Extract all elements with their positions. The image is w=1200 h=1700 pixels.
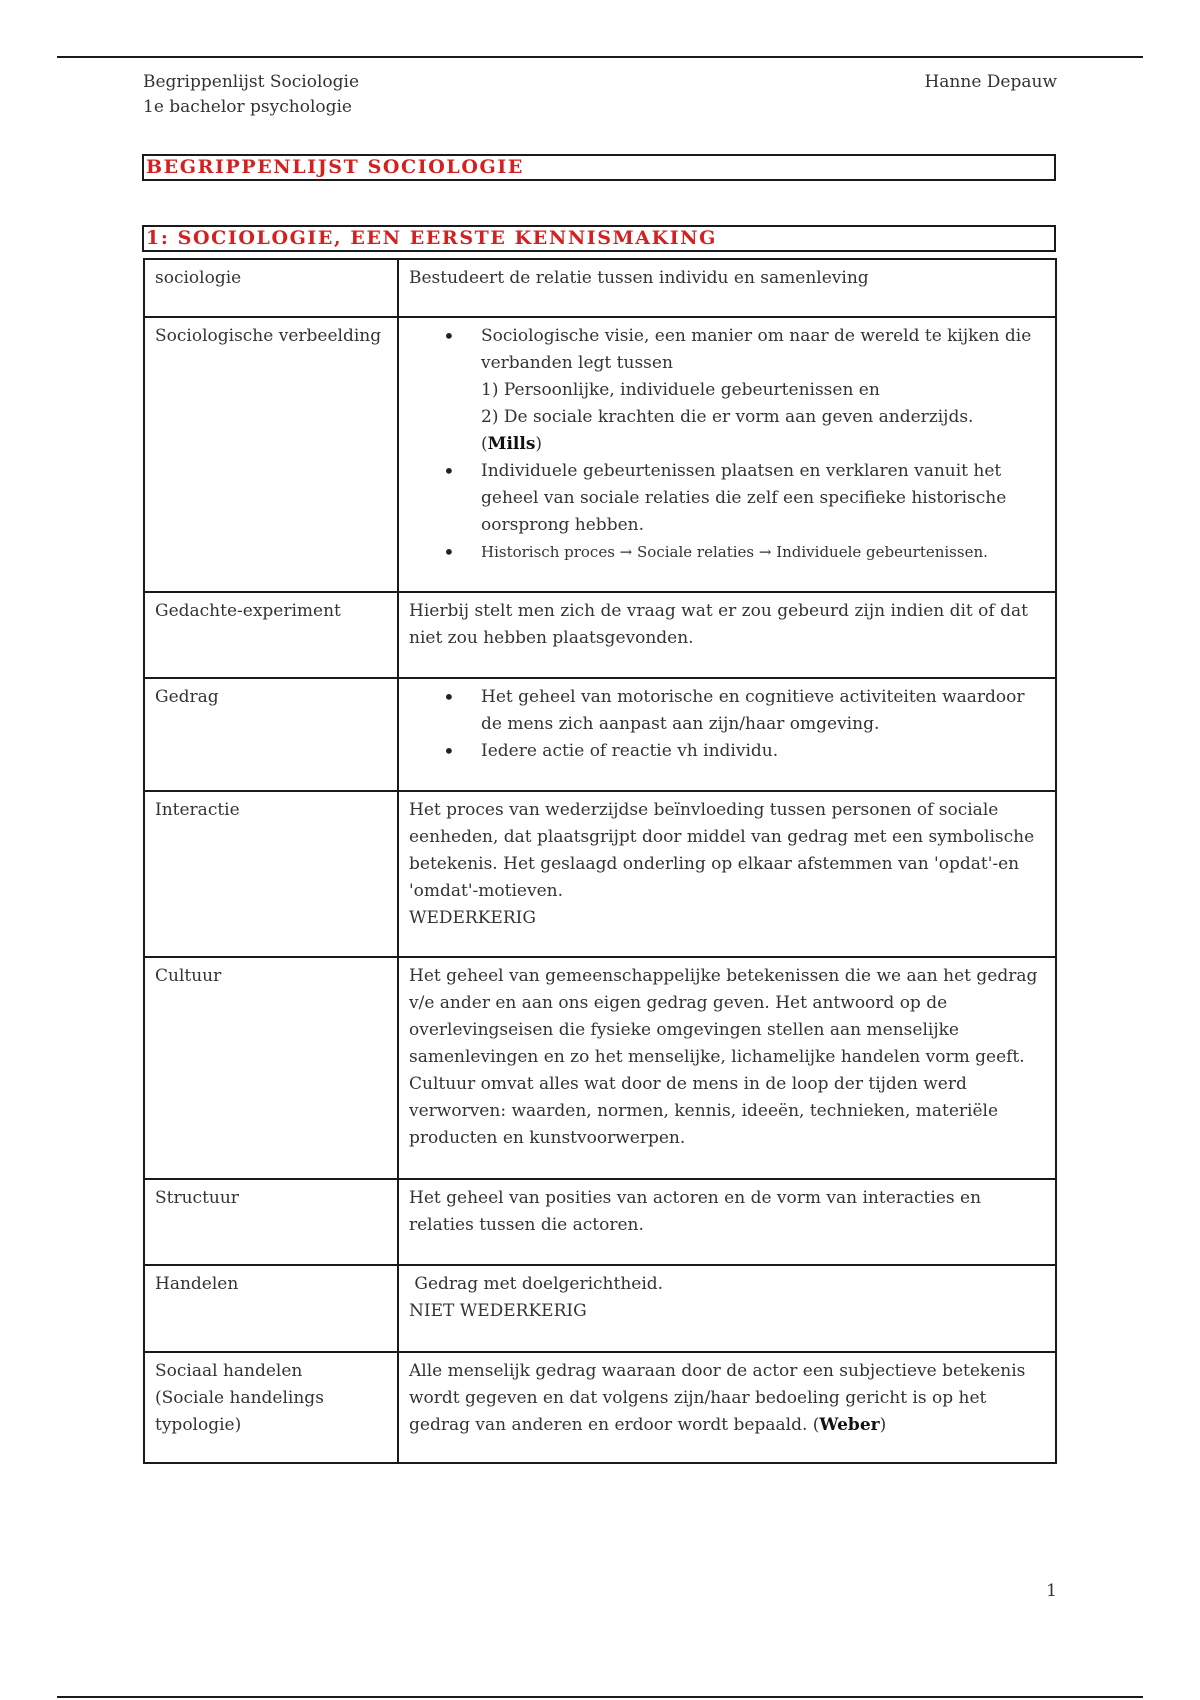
definition-cell: Hierbij stelt men zich de vraag wat er zou gebeurd zijn indien dit of dat niet zou hebben plaatsgevonden.: [398, 592, 1056, 678]
citation-author: Weber: [819, 1415, 880, 1435]
term-text: Sociaal handelen: [155, 1361, 303, 1381]
definition-cell: Bestudeert de relatie tussen individu en samenleving: [398, 259, 1056, 317]
term-cell: [144, 1352, 398, 1463]
term-cell: Handelen: [144, 1265, 398, 1352]
list-item-text: 2) De sociale krachten die er vorm aan geven anderzijds.: [481, 407, 974, 427]
term-cell: Structuur: [144, 1179, 398, 1265]
definition-text: Gedrag met doelgerichtheid.: [409, 1274, 664, 1294]
doc-title: Begrippenlijst Sociologie: [143, 72, 360, 92]
author-name: Hanne Depauw: [924, 72, 1057, 92]
list-item-text: 1) Persoonlijke, individuele gebeurtenissen en: [481, 380, 880, 400]
definition-cell: Het geheel van posities van actoren en de vorm van interacties en relaties tussen die actoren.: [398, 1179, 1056, 1265]
citation-author: Mills: [487, 434, 536, 454]
definition-cell: [398, 791, 1056, 957]
terms-table: [143, 258, 1057, 1464]
bullet-list: [409, 684, 1045, 765]
table-row: [144, 592, 1056, 678]
section-heading: 1: SOCIOLOGIE, EEN EERSTE KENNISMAKING: [142, 225, 1056, 252]
list-item: • Iedere actie of reactie vh individu.: [481, 738, 1045, 765]
list-item: [481, 323, 1045, 458]
course-label: 1e bachelor psychologie: [143, 97, 352, 117]
table-row: [144, 259, 1056, 317]
definition-note: NIET WEDERKERIG: [409, 1301, 587, 1321]
term-subtext: (Sociale handelings typologie): [155, 1388, 324, 1435]
definition-cell: [398, 678, 1056, 791]
list-item: • Historisch proces → Sociale relaties → Individuele gebeurtenissen.: [481, 539, 1045, 566]
table-row: [144, 1265, 1056, 1352]
term-cell: Sociologische verbeelding: [144, 317, 398, 592]
list-item-text: • Sociologische visie, een manier om naar de wereld te kijken die verbanden legt tussen: [481, 326, 1032, 373]
definition-text: Het proces van wederzijdse beïnvloeding tussen personen of sociale eenheden, dat plaatsgrijpt door middel van gedrag met een symbolische betekenis. Het geslaagd onderling op elkaar afstemmen van 'opdat'-en 'omdat'-motieven.: [409, 800, 1035, 901]
term-cell: Gedachte-experiment: [144, 592, 398, 678]
definition-cell: [398, 1265, 1056, 1352]
list-item: • Het geheel van motorische en cognitieve activiteiten waardoor de mens zich aanpast aan zijn/haar omgeving.: [481, 684, 1045, 738]
citation: [481, 431, 1045, 458]
term-cell: Gedrag: [144, 678, 398, 791]
definition-cell: Het geheel van gemeenschappelijke betekenissen die we aan het gedrag v/e ander en aan ons eigen gedrag geven. Het antwoord op de overlevingseisen die fysieke omgevingen stellen aan menselijke samenlevingen en zo het menselijke, lichamelijke handelen vorm geeft. Cultuur omvat alles wat door de mens in de loop der tijden werd verworven: waarden, normen, kennis, ideeën, technieken, materiële producten en kunstvoorwerpen.: [398, 957, 1056, 1179]
definition-text: Alle menselijk gedrag waaraan door de actor een subjectieve betekenis wordt gegeven en dat volgens zijn/haar bedoeling gericht is op het gedrag van anderen en erdoor wordt bepaald. (: [409, 1361, 1026, 1435]
table-row: [144, 678, 1056, 791]
page-header-left: [143, 70, 359, 120]
definition-cell: [398, 317, 1056, 592]
table-row: [144, 957, 1056, 1179]
bottom-rule: [57, 1696, 1143, 1698]
paren-close: ): [879, 1415, 887, 1435]
table-row: [144, 791, 1056, 957]
definition-cell: [398, 1352, 1056, 1463]
main-heading: BEGRIPPENLIJST SOCIOLOGIE: [142, 154, 1056, 181]
bullet-list: [409, 323, 1045, 566]
table-row: [144, 1179, 1056, 1265]
definition-note: WEDERKERIG: [409, 908, 536, 928]
paren-close: ): [535, 434, 543, 454]
term-cell: Interactie: [144, 791, 398, 957]
table-row: [144, 1352, 1056, 1463]
table-row: [144, 317, 1056, 592]
page-number: 1: [1046, 1581, 1057, 1601]
list-item: • Individuele gebeurtenissen plaatsen en verklaren vanuit het geheel van sociale relaties die zelf een specifieke historische oorsprong hebben.: [481, 458, 1045, 539]
term-cell: Cultuur: [144, 957, 398, 1179]
top-rule: [57, 56, 1143, 58]
paren-open: (: [481, 434, 488, 454]
term-cell: sociologie: [144, 259, 398, 317]
